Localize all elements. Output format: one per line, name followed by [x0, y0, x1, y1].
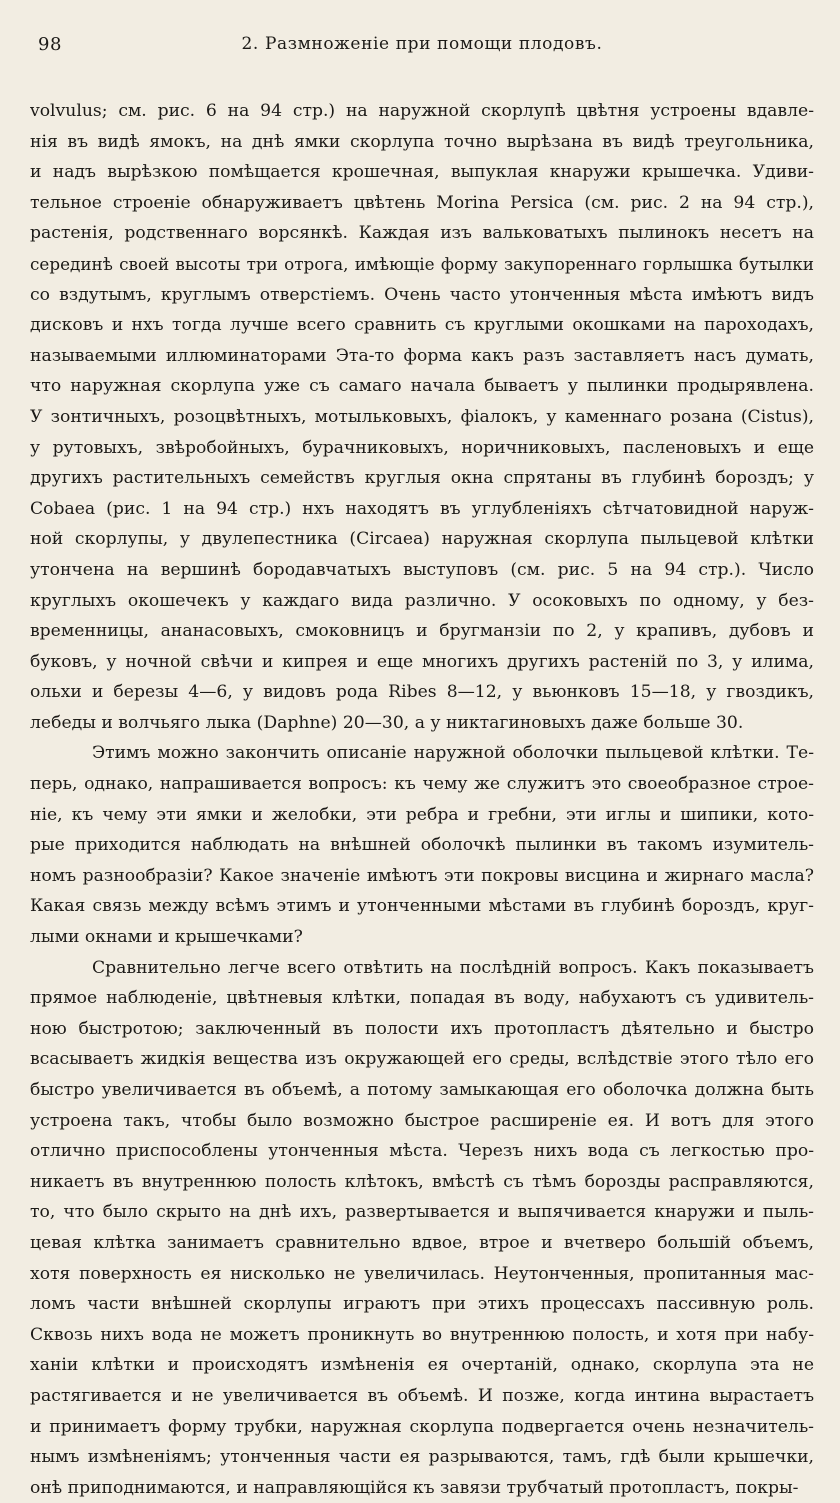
text-line: Этимъ можно закончить описаніе наружной оболочки пыльцевой клѣтки. Те- [92, 743, 814, 764]
page-number: 98 [38, 34, 62, 55]
paragraph [30, 738, 814, 952]
body-text [30, 96, 814, 1503]
text-line: Сквозь нихъ вода не можетъ проникнуть во внутреннюю полость, и хотя при набу- [30, 1324, 814, 1345]
text-line: быстро увеличивается въ объемѣ, а потому замыкающая его оболочка должна быть [30, 1080, 814, 1100]
text-line: ной скорлупы, у двулепестника (Circaea) наружная скорлупа пыльцевой клѣтки [30, 529, 814, 550]
text-line: онѣ приподнимаются, и направляющійся къ завязи трубчатый протопластъ, покры- [30, 1477, 799, 1498]
text-line: ніе, къ чему эти ямки и желобки, эти ребра и гребни, эти иглы и шипики, кото- [30, 804, 814, 825]
text-line: буковъ, у ночной свѣчи и кипрея и еще многихъ другихъ растеній по 3, у илима, [30, 651, 814, 672]
text-line: лебеды и волчьяго лыка (Daphne) 20—30, а у никтагиновыхъ даже больше 30. [30, 712, 744, 733]
text-line: и принимаетъ форму трубки, наружная скорлупа подвергается очень незначитель- [30, 1416, 814, 1437]
text-line: У зонтичныхъ, розоцвѣтныхъ, мотыльковыхъ, фіалокъ, у каменнаго розана (Cistus), [30, 406, 814, 427]
text-line: устроена такъ, чтобы было возможно быстрое расширеніе ея. И вотъ для этого [30, 1110, 814, 1131]
text-line: растенія, родственнаго ворсянкѣ. Каждая изъ вальковатыхъ пылинокъ несетъ на [30, 223, 814, 244]
text-line: временницы, ананасовыхъ, смоковницъ и бругманзіи по 2, у крапивъ, дубовъ и [30, 621, 814, 642]
text-line: то, что было скрыто на днѣ ихъ, развертывается и выпячивается кнаружи и пыль- [30, 1202, 814, 1223]
text-line: всасываетъ жидкія вещества изъ окружающей его среды, вслѣдствіе этого тѣло его [30, 1049, 814, 1070]
paragraph [30, 96, 814, 738]
running-head [30, 30, 814, 62]
text-line: хотя поверхность ея нисколько не увеличилась. Неутонченныя, пропитанныя мас- [30, 1263, 814, 1284]
text-line: лыми окнами и крышечками? [30, 927, 303, 948]
text-line: называемыми иллюминаторами Эта-то форма какъ разъ заставляетъ насъ думать, [30, 345, 814, 366]
text-line: ханіи клѣтки и происходятъ измѣненія ея очертаній, однако, скорлупа эта не [30, 1355, 814, 1376]
text-line: Какая связь между всѣмъ этимъ и утонченными мѣстами въ глубинѣ бороздъ, круг- [30, 896, 814, 917]
text-line: Сравнительно легче всего отвѣтить на послѣдній вопросъ. Какъ показываетъ [92, 957, 814, 978]
text-line: Cobaea (рис. 1 на 94 стр.) нхъ находятъ въ углубленіяхъ сѣтчатовидной наруж- [30, 498, 814, 519]
text-line: нымъ измѣненіямъ; утонченныя части ея разрываются, тамъ, гдѣ были крышечки, [30, 1447, 814, 1468]
text-line: и надъ вырѣзкою помѣщается крошечная, выпуклая кнаружи крышечка. Удиви- [30, 162, 814, 183]
text-line: тельное строеніе обнаруживаетъ цвѣтень Morina Persica (см. рис. 2 на 94 стр.), [30, 192, 814, 213]
text-line: перь, однако, напрашивается вопросъ: къ чему же служитъ это своеобразное строе- [30, 774, 814, 795]
text-line: прямое наблюденіе, цвѣтневыя клѣтки, попадая въ воду, набухаютъ съ удивитель- [30, 988, 814, 1009]
text-line: рые приходится наблюдать на внѣшней оболочкѣ пылинки въ такомъ изумитель- [30, 835, 814, 856]
text-line: утончена на вершинѣ бородавчатыхъ выступовъ (см. рис. 5 на 94 стр.). Число [30, 559, 814, 580]
text-line: номъ разнообразіи? Какое значеніе имѣютъ эти покровы висцина и жирнаго масла? [30, 865, 814, 886]
text-line: круглыхъ окошечекъ у каждаго вида различно. У осоковыхъ по одному, у без- [30, 590, 814, 611]
text-line: другихъ растительныхъ семействъ круглыя окна спрятаны въ глубинѣ бороздъ; у [30, 468, 814, 489]
text-line: ною быстротою; заключенный въ полости ихъ протопластъ дѣятельно и быстро [30, 1018, 814, 1039]
text-line: отлично приспособлены утонченныя мѣста. Черезъ нихъ вода съ легкостью про- [30, 1141, 814, 1162]
text-line: ольхи и березы 4—6, у видовъ рода Ribes 8—12, у вьюнковъ 15—18, у гвоздикъ, [30, 682, 814, 703]
text-line: дисковъ и нхъ тогда лучше всего сравнить съ круглыми окошками на пароходахъ, [30, 315, 814, 336]
text-line: нія въ видѣ ямокъ, на днѣ ямки скорлупа точно вырѣзана въ видѣ треугольника, [30, 131, 814, 152]
text-line: цевая клѣтка занимаетъ сравнительно вдвое, втрое и вчетверо большій объемъ, [30, 1232, 814, 1253]
text-line: volvulus; см. рис. 6 на 94 стр.) на наружной скорлупѣ цвѣтня устроены вдавле- [30, 101, 814, 121]
text-line: у рутовыхъ, звѣробойныхъ, бурачниковыхъ, норичниковыхъ, пасленовыхъ и еще [30, 437, 814, 458]
text-line: что наружная скорлупа уже съ самаго начала бываетъ у пылинки продырявлена. [30, 376, 814, 397]
text-line: ломъ части внѣшней скорлупы играютъ при этихъ процессахъ пассивную роль. [30, 1294, 814, 1315]
text-line: со вздутымъ, круглымъ отверстіемъ. Очень часто утонченныя мѣста имѣютъ видъ [30, 284, 814, 305]
text-line: никаетъ въ внутреннюю полость клѣтокъ, вмѣстѣ съ тѣмъ борозды расправляются, [30, 1171, 814, 1192]
text-line: растягивается и не увеличивается въ объемѣ. И позже, когда интина вырастаетъ [30, 1385, 814, 1406]
paragraph [30, 953, 814, 1503]
chapter-title: 2. Размноженіе при помощи плодовъ. [241, 34, 603, 54]
text-line: серединѣ своей высоты три отрога, имѣющіе форму закупореннаго горлышка бутылки [30, 253, 814, 274]
